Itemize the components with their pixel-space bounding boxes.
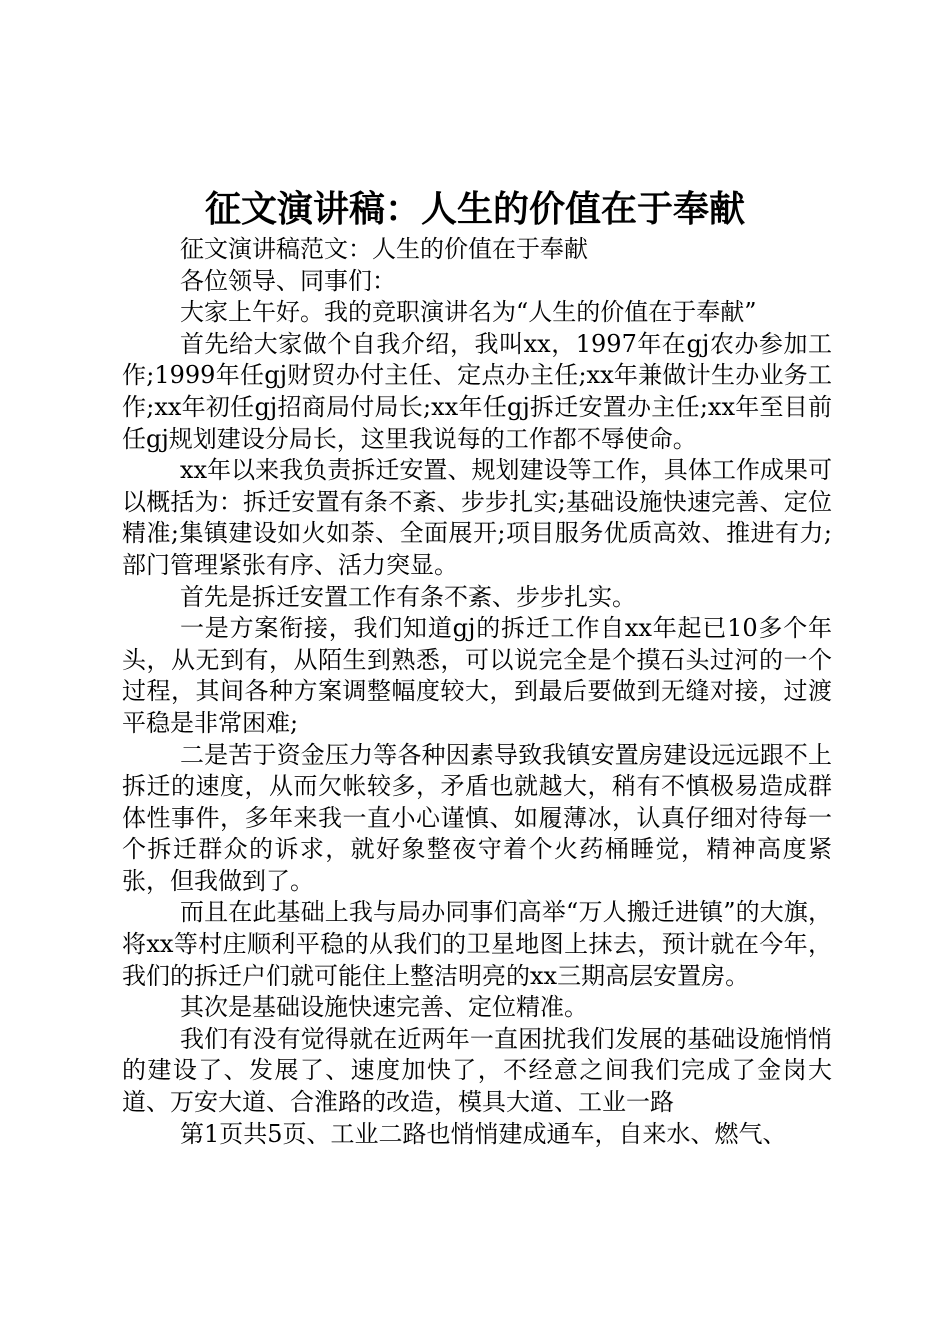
paragraph: 首先给大家做个自我介绍，我叫xx，1997年在gj农办参加工作;1999年任gj财贸办付主任、定点办主任;xx年兼做计生办业务工作;xx年初任gj招商局付局长;xx年任gj拆迁安置办主任;xx年至目前任gj规划建设分局长，这里我说每的工作都不辱使命。: [122, 329, 832, 453]
paragraph: 我们有没有觉得就在近两年一直困扰我们发展的基础设施悄悄的建设了、发展了、速度加快了，不经意之间我们完成了金岗大道、万安大道、合淮路的改造，模具大道、工业一路: [122, 1024, 832, 1117]
paragraph: 首先是拆迁安置工作有条不紊、步步扎实。: [180, 582, 636, 611]
paragraph: xx年以来我负责拆迁安置、规划建设等工作，具体工作成果可以概括为：拆迁安置有条不紊、步步扎实;基础设施快速完善、定位精准;集镇建设如火如荼、全面展开;项目服务优质高效、推进有力;部门管理紧张有序、活力突显。: [122, 456, 832, 579]
page-footer-line: 第1页共5页、工业二路也悄悄建成通车，自来水、燃气、: [180, 1119, 787, 1148]
document-body: [122, 234, 832, 1150]
paragraph: 一是方案衔接，我们知道gj的拆迁工作自xx年起已10多个年头，从无到有，从陌生到熟悉，可以说完全是个摸石头过河的一个过程，其间各种方案调整幅度较大，到最后要做到无缝对接，过渡平稳是非常困难;: [122, 614, 832, 737]
paragraph: 征文演讲稿范文：人生的价值在于奉献: [180, 235, 588, 263]
paragraph: 各位领导、同事们：: [180, 266, 396, 295]
paragraph: 大家上午好。我的竞职演讲名为“人生的价值在于奉献”: [180, 298, 757, 327]
paragraph: 二是苦于资金压力等各种因素导致我镇安置房建设远远跟不上拆迁的速度，从而欠帐较多，矛盾也就越大，稍有不慎极易造成群体性事件，多年来我一直小心谨慎、如履薄冰，认真仔细对待每一个拆迁群众的诉求，就好象整夜守着个火药桶睡觉，精神高度紧张，但我做到了。: [122, 740, 832, 895]
paragraph: 其次是基础设施快速完善、定位精准。: [180, 993, 588, 1022]
paragraph: 而且在此基础上我与局办同事们高举“万人搬迁进镇”的大旗，将xx等村庄顺利平稳的从我们的卫星地图上抹去，预计就在今年，我们的拆迁户们就可能住上整洁明亮的xx三期高层安置房。: [122, 898, 832, 990]
document-title: 征文演讲稿：人生的价值在于奉献: [204, 188, 745, 230]
